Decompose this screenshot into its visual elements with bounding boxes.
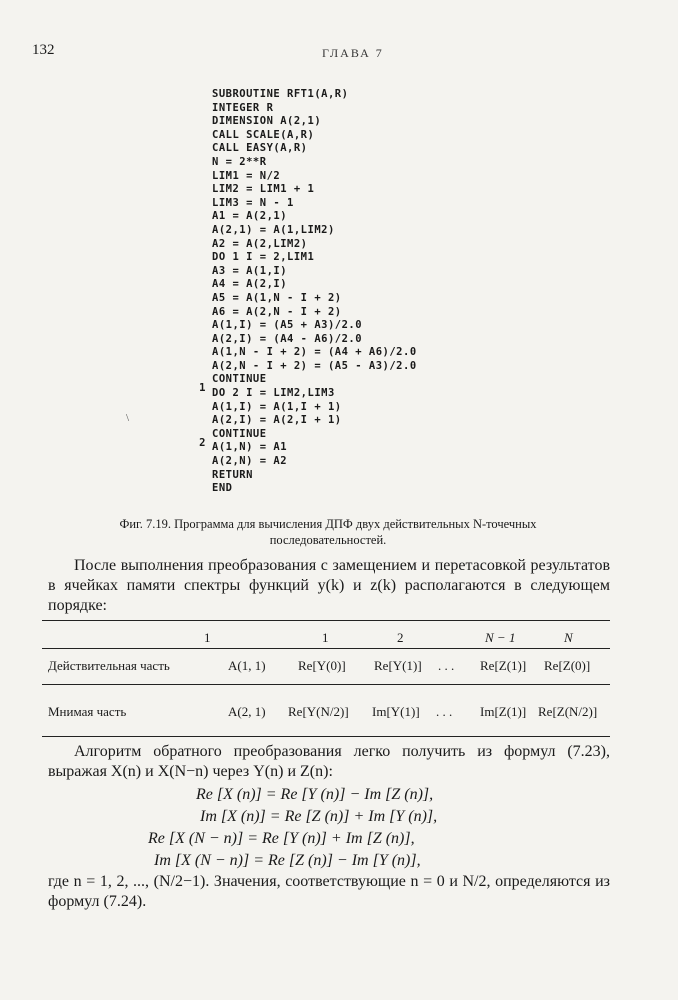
code-text: A4 = A(2,I) — [212, 278, 288, 291]
code-line — [212, 102, 417, 116]
code-text: LIM3 = N - 1 — [212, 196, 294, 209]
code-text: A(2,I) = A(2,I + 1) — [212, 414, 342, 427]
table-mid-rule — [42, 684, 610, 685]
code-text: A(2,I) = (A4 - A6)/2.0 — [212, 332, 363, 345]
table-cell: A(2, 1) — [228, 704, 266, 719]
paragraph-index-range: где n = 1, 2, ..., (N/2−1). Значения, соответствующие n = 0 и N/2, определяются из формул (7.24). — [48, 873, 610, 910]
code-line — [212, 414, 417, 428]
table-cell: Re[Y(0)] — [298, 658, 346, 673]
paragraph-spectra-order: После выполнения преобразования с замещением и перетасовкой результатов в ячейках памяти спектры функций y(k) и z(k) располагаются в следующем порядке: — [48, 557, 610, 614]
row-label-imag: Мнимая часть — [48, 704, 127, 719]
code-line — [212, 469, 417, 483]
code-text: LIM1 = N/2 — [212, 169, 281, 182]
code-line — [212, 197, 417, 211]
table-cell: Re[Z(N/2)] — [538, 704, 598, 719]
code-line — [212, 278, 417, 292]
code-text: A5 = A(1,N - I + 2) — [212, 291, 342, 304]
code-text: CONTINUE — [212, 373, 267, 386]
code-text: INTEGER R — [212, 101, 274, 114]
code-line — [212, 265, 417, 279]
formula-2: Im [X (n)] = Re [Z (n)] + Im [Y (n)], — [200, 808, 438, 825]
code-text: CALL SCALE(A,R) — [212, 128, 315, 141]
formula-1: Re [X (n)] = Re [Y (n)] − Im [Z (n)], — [196, 786, 434, 803]
code-text: N = 2**R — [212, 155, 267, 168]
table-header-cell: 1 — [322, 630, 329, 645]
code-line — [212, 346, 417, 360]
table-header-rule — [42, 648, 610, 649]
code-line — [212, 183, 417, 197]
table-cell: Re[Z(0)] — [544, 658, 591, 673]
paragraph-inverse-algorithm: Алгоритм обратного преобразования легко получить из формул (7.23), выражая X(n) и X(N−n) через Y(n) и Z(n): — [48, 743, 610, 780]
code-line — [212, 482, 417, 496]
code-text: CONTINUE — [212, 427, 267, 440]
code-text: SUBROUTINE RFT1(A,R) — [212, 88, 349, 100]
code-text: A3 = A(1,I) — [212, 264, 288, 277]
code-line — [212, 238, 417, 252]
table-header-cell: 2 — [397, 630, 404, 645]
row-label-real: Действительная часть — [48, 658, 170, 673]
table-header-cell: N — [564, 630, 573, 645]
table-top-rule — [42, 620, 610, 621]
code-text: A(1,N - I + 2) = (A4 + A6)/2.0 — [212, 346, 417, 359]
table-cell: Im[Y(1)] — [372, 704, 420, 719]
table-header-cell: N − 1 — [485, 630, 516, 645]
code-line — [212, 129, 417, 143]
code-line — [212, 170, 417, 184]
table-cell: . . . — [438, 658, 455, 673]
code-line — [212, 441, 417, 455]
formula-3: Re [X (N − n)] = Re [Y (n)] + Im [Z (n)], — [148, 830, 415, 847]
code-line — [212, 142, 417, 156]
code-text: A1 = A(2,1) — [212, 210, 288, 223]
table-cell: Re[Y(N/2)] — [288, 704, 349, 719]
table-cell: A(1, 1) — [228, 658, 266, 673]
chapter-header: ГЛАВА 7 — [322, 46, 384, 60]
code-line — [212, 251, 417, 265]
code-text: RETURN — [212, 468, 253, 481]
code-line — [212, 387, 417, 401]
table-bottom-rule — [42, 736, 610, 737]
code-text: A(2,1) = A(1,LIM2) — [212, 223, 335, 236]
formula-4: Im [X (N − n)] = Re [Z (n)] − Im [Y (n)], — [154, 852, 421, 869]
caption-line-2: последовательностей. — [269, 533, 387, 547]
code-line — [212, 292, 417, 306]
fortran-code-listing — [199, 88, 417, 496]
code-line — [212, 306, 417, 320]
table-header-cell: 1 — [204, 630, 211, 645]
code-line — [212, 210, 417, 224]
code-line — [212, 360, 417, 374]
figure-caption — [48, 516, 608, 548]
code-text: A(2,N - I + 2) = (A5 - A3)/2.0 — [212, 359, 417, 372]
caption-line-1: Фиг. 7.19. Программа для вычисления ДПФ двух действительных N-точечных — [119, 517, 537, 531]
code-text: DIMENSION A(2,1) — [212, 115, 322, 128]
code-text: A2 = A(2,LIM2) — [212, 237, 308, 250]
code-line — [212, 319, 417, 333]
table-cell: . . . — [436, 704, 453, 719]
table-cell: Re[Z(1)] — [480, 658, 527, 673]
code-line — [212, 88, 417, 102]
code-text: A(1,I) = (A5 + A3)/2.0 — [212, 319, 363, 332]
code-text: CALL EASY(A,R) — [212, 142, 308, 155]
code-line — [212, 455, 417, 469]
table-cell: Im[Z(1)] — [480, 704, 527, 719]
scan-mark: \ — [126, 412, 130, 424]
statement-label: 2 — [199, 436, 206, 449]
code-text: DO 2 I = LIM2,LIM3 — [212, 387, 335, 400]
code-line — [212, 333, 417, 347]
code-text: LIM2 = LIM1 + 1 — [212, 183, 315, 196]
code-line — [212, 115, 417, 129]
code-text: END — [212, 482, 233, 495]
code-line — [212, 401, 417, 415]
code-text: A(1,I) = A(1,I + 1) — [212, 400, 342, 413]
table-cell: Re[Y(1)] — [374, 658, 422, 673]
code-line — [212, 156, 417, 170]
code-text: A(1,N) = A1 — [212, 441, 288, 454]
statement-label: 1 — [199, 382, 206, 395]
code-text: DO 1 I = 2,LIM1 — [212, 251, 315, 264]
page-number: 132 — [32, 42, 55, 58]
code-text: A(2,N) = A2 — [212, 455, 288, 468]
code-line — [212, 224, 417, 238]
code-text: A6 = A(2,N - I + 2) — [212, 305, 342, 318]
